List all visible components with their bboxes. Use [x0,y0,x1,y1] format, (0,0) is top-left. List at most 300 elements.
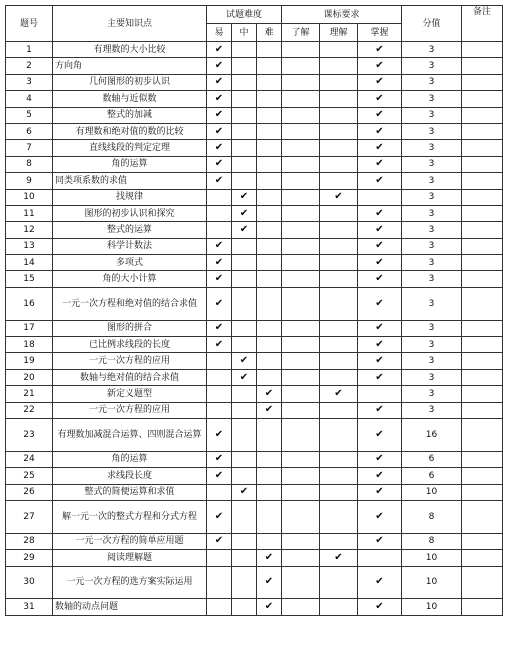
requirement-cell [320,123,358,139]
requirement-cell [282,123,320,139]
row-score: 3 [402,238,462,254]
table-row [6,500,503,533]
difficulty-cell [257,353,282,369]
row-topic: 角的运算 [53,156,207,172]
row-topic: 角的运算 [53,451,207,467]
difficulty-check: ✔ [207,107,232,123]
row-topic: 数轴的动点问题 [53,599,207,615]
difficulty-cell [232,386,257,402]
row-score: 3 [402,123,462,139]
row-score: 3 [402,271,462,287]
row-no: 18 [6,337,53,353]
difficulty-cell [257,205,282,221]
row-topic: 有理数加减混合运算、四则混合运算 [53,419,207,452]
difficulty-cell [257,140,282,156]
table-row [6,189,503,205]
difficulty-cell [257,369,282,385]
difficulty-check: ✔ [232,189,257,205]
row-score: 3 [402,42,462,58]
difficulty-check: ✔ [232,205,257,221]
row-no: 11 [6,205,53,221]
row-score: 8 [402,500,462,533]
row-score: 3 [402,91,462,107]
requirement-check: ✔ [358,468,402,484]
row-no: 30 [6,566,53,599]
requirement-cell [320,238,358,254]
row-score: 10 [402,599,462,615]
requirement-check: ✔ [358,419,402,452]
requirement-cell [282,451,320,467]
requirement-check: ✔ [358,451,402,467]
difficulty-cell [257,320,282,336]
requirement-check: ✔ [358,287,402,320]
difficulty-check: ✔ [207,255,232,271]
table-row [6,156,503,172]
row-score: 10 [402,550,462,566]
row-note [462,238,503,254]
row-note [462,255,503,271]
difficulty-cell [257,123,282,139]
difficulty-check: ✔ [207,123,232,139]
row-topic: 直线线段的判定定理 [53,140,207,156]
requirement-cell [358,189,402,205]
requirement-check: ✔ [358,337,402,353]
table-row [6,353,503,369]
difficulty-cell [257,271,282,287]
requirement-cell [282,337,320,353]
difficulty-cell [232,320,257,336]
row-score: 3 [402,369,462,385]
row-topic: 解一元一次的整式方程和分式方程 [53,500,207,533]
requirement-cell [320,599,358,615]
requirement-cell [282,238,320,254]
difficulty-cell [232,599,257,615]
requirement-cell [282,484,320,500]
row-note [462,533,503,549]
row-topic: 有理数的大小比较 [53,42,207,58]
difficulty-check: ✔ [207,468,232,484]
row-note [462,287,503,320]
row-score: 3 [402,320,462,336]
requirement-cell [320,42,358,58]
row-topic: 科学计数法 [53,238,207,254]
requirement-check: ✔ [358,369,402,385]
difficulty-cell [257,287,282,320]
row-note [462,91,503,107]
table-row [6,140,503,156]
difficulty-cell [257,74,282,90]
requirement-check: ✔ [358,91,402,107]
row-no: 26 [6,484,53,500]
table-row [6,58,503,74]
row-score: 3 [402,140,462,156]
requirement-cell [320,173,358,189]
table-row [6,566,503,599]
row-no: 13 [6,238,53,254]
row-note [462,500,503,533]
requirement-cell [282,91,320,107]
requirement-cell [320,468,358,484]
table-row [6,419,503,452]
requirement-check: ✔ [358,58,402,74]
row-score: 3 [402,173,462,189]
requirement-cell [282,271,320,287]
row-topic: 数轴与绝对值的结合求值 [53,369,207,385]
difficulty-cell [232,402,257,418]
difficulty-cell [257,189,282,205]
difficulty-cell [232,156,257,172]
requirement-cell [320,271,358,287]
row-note [462,173,503,189]
requirement-cell [282,533,320,549]
difficulty-check: ✔ [207,91,232,107]
difficulty-check: ✔ [207,238,232,254]
difficulty-cell [257,156,282,172]
difficulty-cell [257,238,282,254]
row-score: 3 [402,189,462,205]
difficulty-check: ✔ [257,386,282,402]
difficulty-check: ✔ [207,271,232,287]
requirement-cell [320,222,358,238]
difficulty-check: ✔ [257,599,282,615]
difficulty-check: ✔ [207,58,232,74]
difficulty-cell [207,205,232,221]
row-topic: 图形的初步认识和探究 [53,205,207,221]
requirement-cell [282,566,320,599]
table-row [6,287,503,320]
requirement-cell [320,353,358,369]
row-note [462,140,503,156]
difficulty-check: ✔ [207,337,232,353]
requirement-cell [320,74,358,90]
difficulty-cell [232,468,257,484]
difficulty-cell [257,337,282,353]
row-topic: 新定义题型 [53,386,207,402]
difficulty-cell [232,451,257,467]
table-row [6,386,503,402]
requirement-cell [320,287,358,320]
knowledge-table [5,5,503,616]
row-note [462,402,503,418]
row-no: 2 [6,58,53,74]
row-topic: 整式的简便运算和求值 [53,484,207,500]
requirement-check: ✔ [358,173,402,189]
row-topic: 一元一次方程的选方案实际运用 [53,566,207,599]
difficulty-cell [232,74,257,90]
requirement-check: ✔ [358,599,402,615]
requirement-check: ✔ [358,320,402,336]
difficulty-cell [257,500,282,533]
requirement-cell [320,320,358,336]
row-topic: 角的大小计算 [53,271,207,287]
row-note [462,468,503,484]
requirement-check: ✔ [358,255,402,271]
row-no: 7 [6,140,53,156]
row-no: 24 [6,451,53,467]
row-topic: 找规律 [53,189,207,205]
requirement-cell [320,484,358,500]
requirement-cell [320,500,358,533]
row-no: 16 [6,287,53,320]
row-note [462,205,503,221]
table-row [6,205,503,221]
table-row [6,91,503,107]
row-no: 23 [6,419,53,452]
header-no: 题号 [6,6,53,42]
requirement-cell [282,107,320,123]
requirement-check: ✔ [358,140,402,156]
table-row [6,451,503,467]
difficulty-cell [257,533,282,549]
row-score: 3 [402,353,462,369]
header-req-master: 掌握 [358,24,402,42]
requirement-check: ✔ [358,238,402,254]
row-topic: 整式的运算 [53,222,207,238]
row-no: 8 [6,156,53,172]
header-row-1 [6,6,503,24]
requirement-check: ✔ [320,189,358,205]
requirement-cell [358,386,402,402]
requirement-cell [282,255,320,271]
requirement-cell [282,58,320,74]
row-no: 31 [6,599,53,615]
requirement-cell [320,107,358,123]
row-no: 28 [6,533,53,549]
difficulty-cell [232,287,257,320]
difficulty-cell [232,107,257,123]
requirement-cell [320,533,358,549]
row-no: 9 [6,173,53,189]
row-note [462,222,503,238]
requirement-check: ✔ [358,222,402,238]
row-no: 1 [6,42,53,58]
difficulty-cell [232,140,257,156]
difficulty-cell [207,222,232,238]
header-topic: 主要知识点 [53,6,207,42]
table-row [6,468,503,484]
requirement-cell [320,369,358,385]
row-no: 29 [6,550,53,566]
requirement-check: ✔ [358,353,402,369]
difficulty-cell [257,222,282,238]
difficulty-cell [232,533,257,549]
row-note [462,320,503,336]
row-topic: 数轴与近似数 [53,91,207,107]
row-score: 3 [402,402,462,418]
row-note [462,369,503,385]
row-score: 10 [402,566,462,599]
requirement-check: ✔ [320,386,358,402]
header-diff-hard: 难 [257,24,282,42]
requirement-check: ✔ [358,271,402,287]
difficulty-cell [232,337,257,353]
difficulty-check: ✔ [257,550,282,566]
difficulty-cell [257,58,282,74]
row-note [462,419,503,452]
difficulty-cell [232,58,257,74]
row-no: 12 [6,222,53,238]
requirement-cell [282,74,320,90]
row-no: 6 [6,123,53,139]
requirement-cell [320,402,358,418]
requirement-cell [282,402,320,418]
difficulty-check: ✔ [232,369,257,385]
row-score: 3 [402,156,462,172]
difficulty-cell [232,271,257,287]
requirement-cell [282,353,320,369]
difficulty-check: ✔ [207,156,232,172]
requirement-check: ✔ [358,74,402,90]
row-score: 3 [402,107,462,123]
difficulty-cell [232,419,257,452]
difficulty-cell [232,123,257,139]
requirement-cell [282,599,320,615]
row-score: 3 [402,58,462,74]
requirement-cell [282,320,320,336]
row-score: 3 [402,222,462,238]
row-topic: 已比例求线段的长度 [53,337,207,353]
difficulty-cell [257,255,282,271]
table-row [6,369,503,385]
requirement-cell [282,287,320,320]
difficulty-check: ✔ [207,320,232,336]
difficulty-check: ✔ [207,533,232,549]
requirement-check: ✔ [358,566,402,599]
requirement-cell [282,468,320,484]
requirement-cell [320,255,358,271]
row-topic: 求线段长度 [53,468,207,484]
difficulty-check: ✔ [207,140,232,156]
table-row [6,550,503,566]
difficulty-cell [232,255,257,271]
requirement-cell [282,205,320,221]
row-score: 6 [402,468,462,484]
row-note [462,107,503,123]
table-row [6,599,503,615]
row-score: 6 [402,451,462,467]
difficulty-check: ✔ [232,484,257,500]
requirement-check: ✔ [358,402,402,418]
requirement-cell [282,369,320,385]
row-no: 27 [6,500,53,533]
requirement-cell [320,205,358,221]
difficulty-cell [207,550,232,566]
row-note [462,74,503,90]
table-row [6,320,503,336]
difficulty-cell [257,107,282,123]
requirement-cell [282,500,320,533]
row-note [462,337,503,353]
table-row [6,271,503,287]
row-note [462,189,503,205]
difficulty-check: ✔ [207,173,232,189]
row-note [462,484,503,500]
table-row [6,402,503,418]
row-note [462,599,503,615]
difficulty-cell [232,173,257,189]
row-topic: 图形的拼合 [53,320,207,336]
requirement-cell [320,451,358,467]
difficulty-cell [232,550,257,566]
difficulty-check: ✔ [257,402,282,418]
row-score: 3 [402,287,462,320]
header-score: 分值 [402,6,462,42]
header-req-know: 了解 [282,24,320,42]
row-topic: 几何图形的初步认识 [53,74,207,90]
requirement-cell [358,550,402,566]
difficulty-cell [257,419,282,452]
difficulty-cell [207,484,232,500]
table-row [6,484,503,500]
row-topic: 方向角 [53,58,207,74]
row-topic: 一元一次方程和绝对值的结合求值 [53,287,207,320]
requirement-cell [282,386,320,402]
row-topic: 一元一次方程的简单应用题 [53,533,207,549]
table-row [6,173,503,189]
requirement-cell [282,42,320,58]
difficulty-cell [232,238,257,254]
requirement-check: ✔ [358,484,402,500]
header-diff-easy: 易 [207,24,232,42]
requirement-check: ✔ [358,156,402,172]
row-note [462,156,503,172]
row-no: 19 [6,353,53,369]
row-no: 22 [6,402,53,418]
difficulty-check: ✔ [207,500,232,533]
difficulty-check: ✔ [207,287,232,320]
row-score: 10 [402,484,462,500]
difficulty-cell [207,189,232,205]
requirement-cell [282,140,320,156]
requirement-check: ✔ [358,205,402,221]
row-topic: 阅读理解题 [53,550,207,566]
row-topic: 同类项系数的求值 [53,173,207,189]
row-note [462,271,503,287]
row-topic: 整式的加减 [53,107,207,123]
difficulty-cell [232,500,257,533]
requirement-check: ✔ [320,550,358,566]
requirement-cell [282,550,320,566]
difficulty-cell [207,566,232,599]
difficulty-check: ✔ [232,353,257,369]
row-no: 20 [6,369,53,385]
requirement-check: ✔ [358,123,402,139]
row-no: 14 [6,255,53,271]
table-row [6,123,503,139]
table-row [6,107,503,123]
row-topic: 一元一次方程的应用 [53,402,207,418]
row-note [462,123,503,139]
difficulty-check: ✔ [207,42,232,58]
row-score: 3 [402,205,462,221]
row-note [462,566,503,599]
difficulty-cell [207,369,232,385]
requirement-cell [320,337,358,353]
row-score: 3 [402,337,462,353]
requirement-cell [282,189,320,205]
row-no: 3 [6,74,53,90]
requirement-check: ✔ [358,107,402,123]
row-score: 3 [402,74,462,90]
difficulty-cell [257,42,282,58]
row-score: 3 [402,386,462,402]
requirement-cell [282,222,320,238]
difficulty-cell [207,353,232,369]
requirement-cell [320,156,358,172]
row-score: 8 [402,533,462,549]
header-requirement: 课标要求 [282,6,402,24]
table-body [6,6,503,616]
